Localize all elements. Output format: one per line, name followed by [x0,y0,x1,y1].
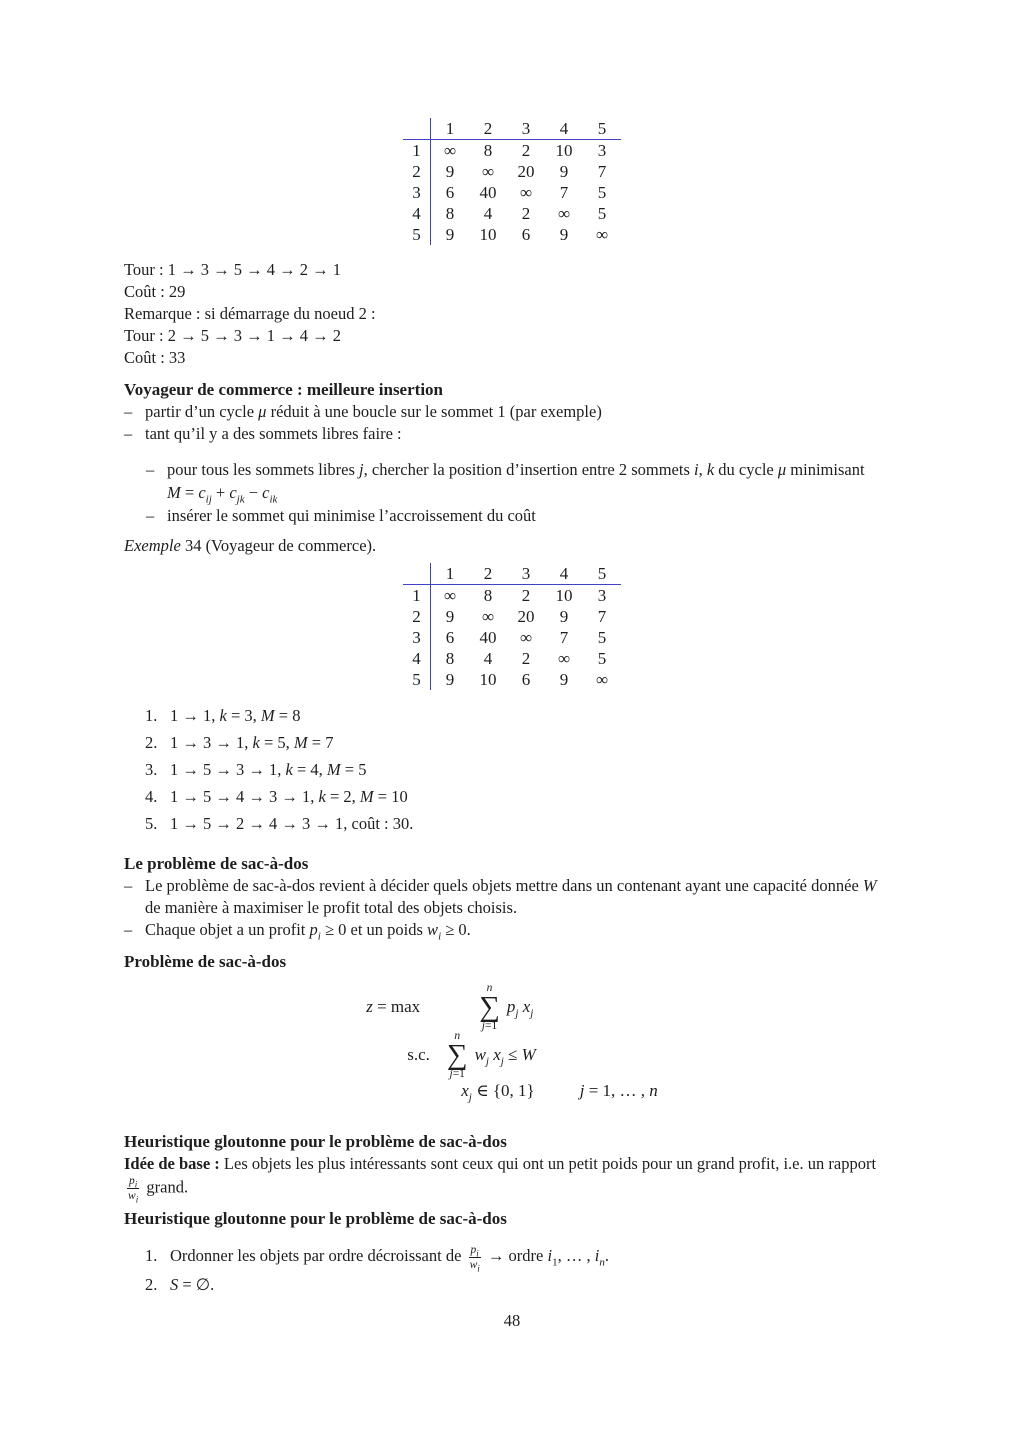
sum-operator [479,982,500,1032]
sigma-icon: ∑ [446,1039,468,1071]
step-item: 4. 1 → 5 → 4 → 3 → 1, k = 2, M = 10 [145,783,900,810]
objective-lhs: z = max [366,997,421,1016]
domain-right: j = 1, … , n [579,1081,658,1100]
greedy-step-item: 2. S = ∅. [145,1271,900,1298]
tour-line-2: Tour : 2 → 5 → 3 → 1 → 4 → 2 [124,326,342,345]
cost-line-1: Coût : 29 [124,282,186,301]
bullet-knapsack-definition: – Le problème de sac-à-dos revient à décider quels objets mettre dans un contenant ayant une capacité donnée W de manière à maximiser le profit total des objets choisis. [124,876,877,917]
remark-line: Remarque : si démarrage du noeud 2 : [124,304,376,323]
step-item: 1. 1 → 1, k = 3, M = 8 [145,702,900,729]
knapsack-lp-formulation [366,983,658,1103]
domain-row [461,1079,658,1103]
sum-lower-limit: j=1 [449,1068,465,1080]
example-34-caption: Exemple 34 (Voyageur de commerce). [124,536,377,555]
step-number: 5. [145,814,158,833]
constraint-row [407,1031,658,1079]
step-number: 4. [145,787,158,806]
page-number: 48 [503,1310,521,1330]
step-number: 3. [145,760,158,779]
step-number: 1. [145,1246,158,1266]
dash-marker: – [124,876,133,895]
heading-meilleure-insertion: Voyageur de commerce : meilleure insertion [124,380,443,399]
sub-bullet-text: pour tous les sommets libres j, chercher la position d’insertion entre 2 sommets i, k du cycle μ minimisant [167,460,865,479]
subject-to-label: s.c. [407,1045,430,1064]
cost-matrix-table-top: 1 2 3 4 5 1 ∞ 8 2 10 3 2 9 ∞ 20 9 7 3 6 40 ∞ 7 5 4 8 4 2 ∞ 5 5 9 10 6 9 ∞ [403,118,621,245]
insertion-sub-list [146,459,900,527]
insertion-steps-list [145,702,900,837]
tour-line-1: Tour : 1 → 3 → 5 → 4 → 2 → 1 [124,260,342,279]
step-number: 2. [145,1274,158,1294]
insertion-cost-formula: $M = c_{ij} + c_{jk} - c_{ik}$ [167,483,278,506]
objective-row [366,983,658,1031]
dash-marker: – [146,506,155,525]
heading-probleme-sac-a-dos: Le problème de sac-à-dos [124,854,309,873]
domain-left: $x_j$ ∈ {0, 1} [461,1081,535,1104]
dash-marker: – [124,424,133,443]
step-item: 2. 1 → 3 → 1, k = 5, M = 7 [145,729,900,756]
dash-marker: – [146,460,155,479]
dash-marker: – [124,402,133,421]
sigma-icon: ∑ [479,991,500,1023]
cost-line-2: Coût : 33 [124,348,186,367]
sub-bullet-position-insertion [146,459,900,505]
heading-heuristique-gloutonne-1: Heuristique gloutonne pour le problème de sac-à-dos [124,1132,507,1151]
dash-marker: – [124,920,133,939]
greedy-steps-list [145,1242,900,1298]
step-item: 5. 1 → 5 → 2 → 4 → 3 → 1, coût : 30. [145,810,900,837]
heading-heuristique-gloutonne-2: Heuristique gloutonne pour le problème de sac-à-dos [124,1209,507,1229]
constraint-terms: $w_j$ $x_j \le W$ [474,1045,536,1068]
sum-upper-limit: n [454,1030,461,1042]
insertion-bullet-list [124,401,900,445]
bullet-sommets-libres: – tant qu’il y a des sommets libres faire : [124,424,402,443]
greedy-step-item: 1. Ordonner les objets par ordre décroissant de $\frac{p_i}{w_i}$ → ordre $i_1$, … , $i_n$. [145,1243,609,1274]
tour-summary [124,259,900,369]
bullet-cycle-reduit: – partir d’un cycle μ réduit à une boucle sur le sommet 1 (par exemple) [124,402,602,421]
objective-terms: $p_j$ $x_j$ [506,997,534,1020]
step-number: 1. [145,706,158,725]
knapsack-bullet-list [124,875,900,941]
bullet-profit-poids: – Chaque objet a un profit $p_i \ge 0$ et un poids $w_i \ge 0$. [124,920,471,943]
step-number: 2. [145,733,158,752]
cost-matrix-table-example: 1 2 3 4 5 1 ∞ 8 2 10 3 2 9 ∞ 20 9 7 3 6 40 ∞ 7 5 4 8 4 2 ∞ 5 5 9 10 6 9 ∞ [403,563,621,690]
sub-bullet-inserer-sommet: – insérer le sommet qui minimise l’accroissement du coût [146,506,536,525]
heading-probleme-formulation: Problème de sac-à-dos [124,952,287,971]
sum-upper-limit: n [486,982,493,994]
step-item: 3. 1 → 5 → 3 → 1, k = 4, M = 5 [145,756,900,783]
sum-lower-limit: j=1 [481,1020,498,1032]
idee-de-base-paragraph: Idée de base : Les objets les plus intéressants sont ceux qui ont un petit poids pour un grand profit, i.e. un rapport $\frac{p_i}{w_i}$ grand. [124,1154,877,1205]
sum-operator [447,1030,468,1080]
